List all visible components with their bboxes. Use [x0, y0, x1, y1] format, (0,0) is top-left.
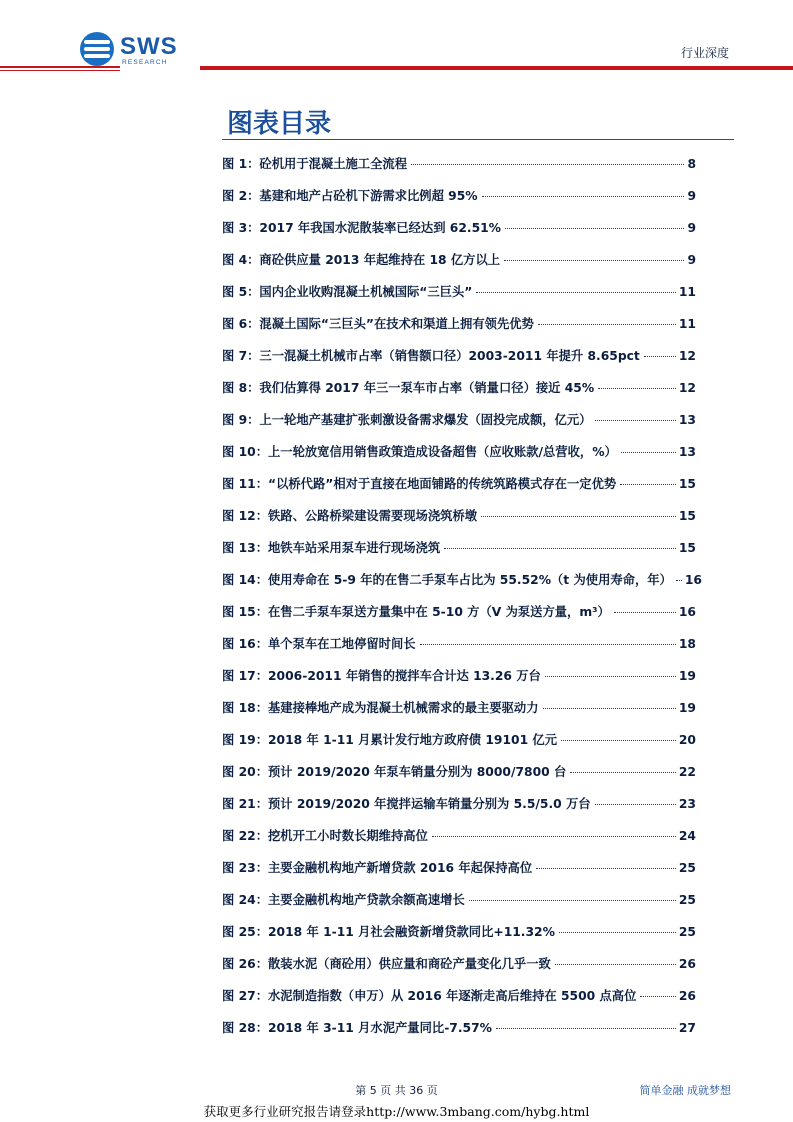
toc-entry-page[interactable]: 26	[678, 957, 696, 971]
toc-entry-page[interactable]: 26	[678, 989, 696, 1003]
toc-entry[interactable]	[222, 472, 696, 504]
toc-entry-label[interactable]: 图 27：水泥制造指数（申万）从 2016 年逐渐走高后维持在 5500 点高位	[222, 989, 637, 1003]
toc-entry-page[interactable]: 8	[687, 157, 696, 171]
toc-dot-leader	[432, 836, 676, 837]
sws-logo-icon	[80, 32, 114, 66]
toc-dot-leader	[543, 708, 676, 709]
toc-entry-label[interactable]: 图 18：基建接棒地产成为混凝土机械需求的最主要驱动力	[222, 701, 539, 715]
toc-dot-leader	[496, 1028, 676, 1029]
toc-entry-label[interactable]: 图 15：在售二手泵车泵送方量集中在 5-10 方（V 为泵送方量，m³）	[222, 605, 610, 619]
toc-dot-leader	[621, 452, 676, 453]
toc-entry-label[interactable]: 图 1：砼机用于混凝土施工全流程	[222, 157, 407, 171]
toc-entry[interactable]	[222, 696, 696, 728]
toc-dot-leader	[545, 676, 676, 677]
toc-entry-page[interactable]: 15	[678, 509, 696, 523]
toc-entry[interactable]	[222, 536, 696, 568]
toc-entry[interactable]	[222, 728, 696, 760]
toc-dot-leader	[561, 740, 676, 741]
toc-dot-leader	[476, 292, 676, 293]
toc-dot-leader	[559, 932, 676, 933]
footer-slogan: 简单金融 成就梦想	[639, 1084, 731, 1097]
toc-entry-page[interactable]: 24	[678, 829, 696, 843]
header-rule-left-thin	[0, 70, 120, 71]
toc-entry[interactable]	[222, 952, 696, 984]
toc-entry-page[interactable]: 25	[678, 861, 696, 875]
toc-entry-label[interactable]: 图 2：基建和地产占砼机下游需求比例超 95%	[222, 189, 478, 203]
toc-entry-label[interactable]: 图 6：混凝土国际“三巨头”在技术和渠道上拥有领先优势	[222, 317, 534, 331]
toc-entry-label[interactable]: 图 16：单个泵车在工地停留时间长	[222, 637, 416, 651]
toc-entry[interactable]	[222, 376, 696, 408]
toc-entry[interactable]	[222, 312, 696, 344]
toc-dot-leader	[444, 548, 676, 549]
toc-entry-page[interactable]: 23	[678, 797, 696, 811]
toc-dot-leader	[536, 868, 676, 869]
toc-entry-label[interactable]: 图 23：主要金融机构地产新增贷款 2016 年起保持高位	[222, 861, 533, 875]
toc-entry-page[interactable]: 16	[684, 573, 702, 587]
toc-dot-leader	[411, 164, 684, 165]
toc-entry[interactable]	[222, 824, 696, 856]
toc-entry[interactable]	[222, 888, 696, 920]
toc-entry-label[interactable]: 图 7：三一混凝土机械市占率（销售额口径）2003-2011 年提升 8.65pct	[222, 349, 640, 363]
toc-entry[interactable]	[222, 632, 696, 664]
toc-entry[interactable]	[222, 216, 696, 248]
toc-dot-leader	[469, 900, 676, 901]
toc-entry[interactable]	[222, 408, 696, 440]
toc-dot-leader	[644, 356, 676, 357]
toc-entry[interactable]	[222, 280, 696, 312]
toc-dot-leader	[614, 612, 676, 613]
toc-dot-leader	[538, 324, 676, 325]
footer-page-number: 第 5 页 共 36 页	[355, 1084, 438, 1097]
toc-entry-label[interactable]: 图 22：挖机开工小时数长期维持高位	[222, 829, 428, 843]
toc-entry-page[interactable]: 16	[678, 605, 696, 619]
toc-entry[interactable]	[222, 760, 696, 792]
toc-entry-page[interactable]: 20	[678, 733, 696, 747]
page-header	[0, 0, 793, 80]
toc-entry[interactable]	[222, 504, 696, 536]
toc-entry-page[interactable]: 12	[678, 349, 696, 363]
toc-entry[interactable]	[222, 248, 696, 280]
toc-entry-page[interactable]: 9	[687, 189, 696, 203]
toc-title: 图表目录	[227, 109, 332, 139]
toc-dot-leader	[595, 420, 675, 421]
toc-entry-page[interactable]: 9	[687, 221, 696, 235]
toc-dot-leader	[555, 964, 676, 965]
toc-entry-label[interactable]: 图 26：散装水泥（商砼用）供应量和商砼产量变化几乎一致	[222, 957, 551, 971]
toc-entry-page[interactable]: 13	[678, 413, 696, 427]
toc-entry-label[interactable]: 图 4：商砼供应量 2013 年起维持在 18 亿方以上	[222, 253, 501, 267]
toc-entry[interactable]	[222, 664, 696, 696]
toc-entry-page[interactable]: 25	[678, 893, 696, 907]
toc-entry-page[interactable]: 9	[687, 253, 696, 267]
toc-entry-page[interactable]: 25	[678, 925, 696, 939]
toc-entry[interactable]	[222, 344, 696, 376]
toc-entry-page[interactable]: 22	[678, 765, 696, 779]
toc-entry-label[interactable]: 图 13：地铁车站采用泵车进行现场浇筑	[222, 541, 441, 555]
toc-dot-leader	[505, 228, 684, 229]
toc-entry-page[interactable]: 27	[678, 1021, 696, 1035]
toc-dot-leader	[570, 772, 676, 773]
toc-entry[interactable]	[222, 184, 696, 216]
toc-entry-page[interactable]: 11	[678, 317, 696, 331]
logo-subtext: RESEARCH	[122, 59, 168, 66]
toc-entry-page[interactable]: 15	[678, 541, 696, 555]
toc-entry-label[interactable]: 图 17：2006-2011 年销售的搅拌车合计达 13.26 万台	[222, 669, 541, 683]
toc-entry-label[interactable]: 图 21：预计 2019/2020 年搅拌运输车销量分别为 5.5/5.0 万台	[222, 797, 591, 811]
toc-entry-page[interactable]: 19	[678, 669, 696, 683]
toc-list	[222, 152, 702, 1048]
toc-entry-page[interactable]: 12	[678, 381, 696, 395]
toc-entry-label[interactable]: 图 20：预计 2019/2020 年泵车销量分别为 8000/7800 台	[222, 765, 567, 779]
toc-entry[interactable]	[222, 440, 696, 472]
toc-entry-page[interactable]: 11	[678, 285, 696, 299]
toc-entry-label[interactable]: 图 8：我们估算得 2017 年三一泵车市占率（销量口径）接近 45%	[222, 381, 595, 395]
toc-entry[interactable]	[222, 984, 696, 1016]
toc-entry-label[interactable]: 图 12：铁路、公路桥梁建设需要现场浇筑桥墩	[222, 509, 478, 523]
toc-entry-label[interactable]: 图 9：上一轮地产基建扩张刺激设备需求爆发（固投完成额，亿元）	[222, 413, 592, 427]
toc-entry[interactable]	[222, 920, 696, 952]
toc-dot-leader	[482, 196, 685, 197]
toc-entry-label[interactable]: 图 19：2018 年 1-11 月累计发行地方政府债 19101 亿元	[222, 733, 558, 747]
toc-entry[interactable]	[222, 568, 702, 600]
toc-entry-page[interactable]: 19	[678, 701, 696, 715]
toc-entry-label[interactable]: 图 14：使用寿命在 5-9 年的在售二手泵车占比为 55.52%（t 为使用寿命，年）	[222, 573, 672, 587]
toc-dot-leader	[620, 484, 676, 485]
header-rule-right	[200, 66, 793, 70]
toc-entry-page[interactable]: 13	[678, 445, 696, 459]
toc-entry[interactable]	[222, 600, 696, 632]
toc-entry-page[interactable]: 15	[678, 477, 696, 491]
report-type-tag: 行业深度	[680, 46, 729, 60]
logo-text: SWS	[120, 33, 178, 60]
toc-entry-label[interactable]: 图 24：主要金融机构地产贷款余额高速增长	[222, 893, 465, 907]
toc-entry[interactable]	[222, 152, 696, 184]
toc-entry-label[interactable]: 图 11：“以桥代路”相对于直接在地面铺路的传统筑路模式存在一定优势	[222, 477, 617, 491]
toc-title-rule	[222, 139, 734, 140]
toc-dot-leader	[504, 260, 684, 261]
toc-entry[interactable]	[222, 792, 696, 824]
toc-dot-leader	[481, 516, 676, 517]
toc-entry-label[interactable]: 图 28：2018 年 3-11 月水泥产量同比-7.57%	[222, 1021, 492, 1035]
toc-dot-leader	[676, 580, 682, 581]
toc-entry-label[interactable]: 图 5：国内企业收购混凝土机械国际“三巨头”	[222, 285, 473, 299]
toc-entry[interactable]	[222, 856, 696, 888]
footer-ad-link[interactable]: 获取更多行业研究报告请登录http://www.3mbang.com/hybg.html	[203, 1104, 590, 1119]
header-rule-left	[0, 66, 120, 68]
toc-dot-leader	[420, 644, 676, 645]
toc-dot-leader	[595, 804, 676, 805]
toc-entry-label[interactable]: 图 10：上一轮放宽信用销售政策造成设备超售（应收账款/总营收，%）	[222, 445, 617, 459]
toc-dot-leader	[640, 996, 675, 997]
toc-entry-page[interactable]: 18	[678, 637, 696, 651]
toc-entry[interactable]	[222, 1016, 696, 1048]
toc-entry-label[interactable]: 图 3：2017 年我国水泥散装率已经达到 62.51%	[222, 221, 501, 235]
toc-dot-leader	[598, 388, 676, 389]
toc-entry-label[interactable]: 图 25：2018 年 1-11 月社会融资新增贷款同比+11.32%	[222, 925, 555, 939]
